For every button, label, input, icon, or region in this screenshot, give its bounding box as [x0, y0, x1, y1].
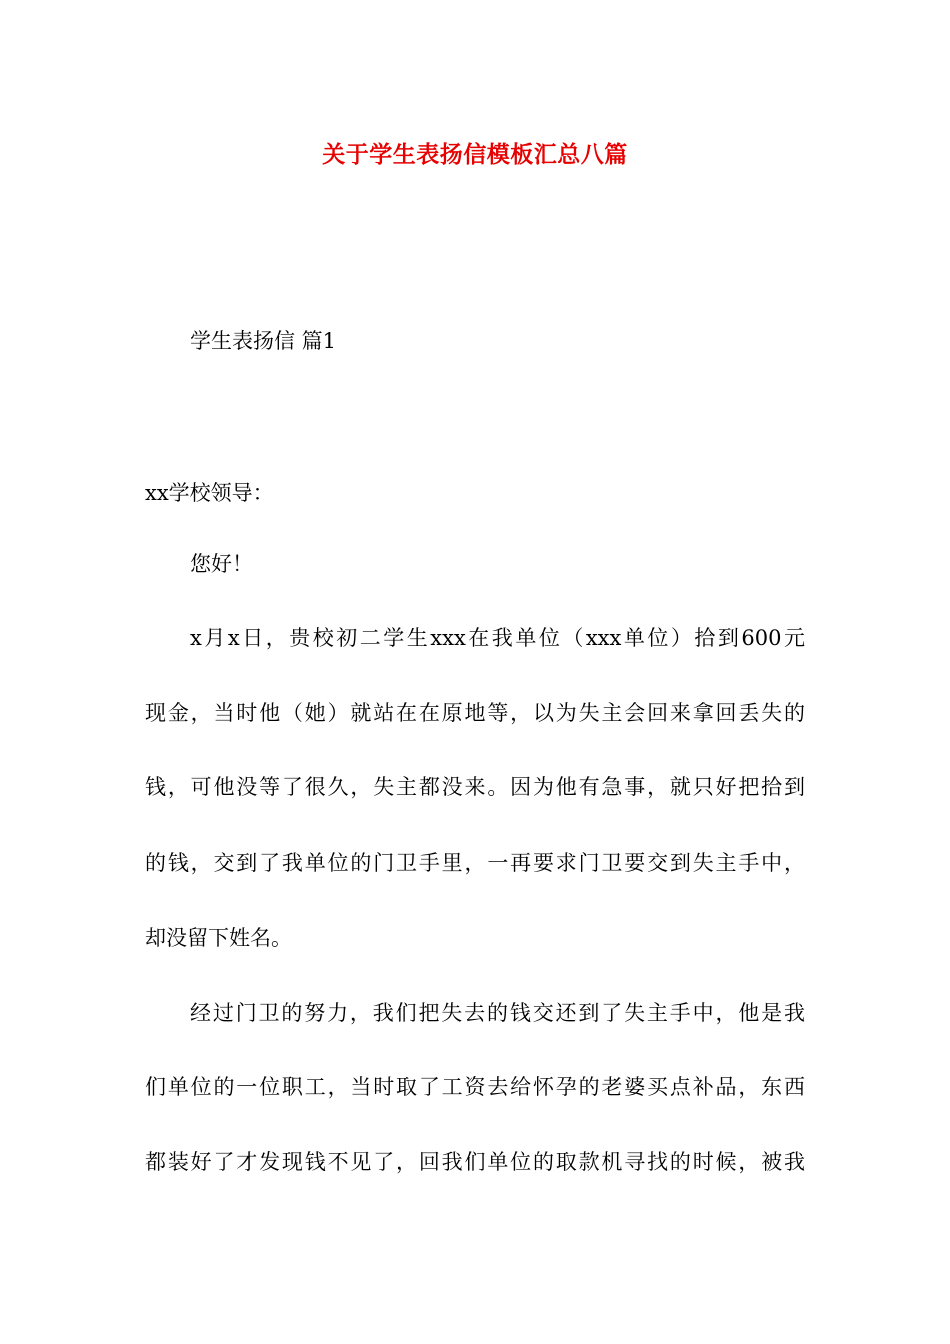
salutation: xx学校领导：	[145, 481, 274, 505]
paragraph-line: 现金，当时他（她）就站在在原地等，以为失主会回来拿回丢失的	[145, 701, 805, 725]
paragraph-line: x月x日，贵校初二学生xxx在我单位（xxx单位）拾到600元	[190, 626, 805, 650]
paragraph-line: 的钱，交到了我单位的门卫手里，一再要求门卫要交到失主手中，	[145, 851, 805, 875]
paragraph-line: 都装好了才发现钱不见了，回我们单位的取款机寻找的时候，被我	[145, 1150, 805, 1174]
document-title: 关于学生表扬信模板汇总八篇	[322, 141, 628, 168]
paragraph-line: 却没留下姓名。	[145, 926, 292, 950]
paragraph-line: 钱，可他没等了很久，失主都没来。因为他有急事，就只好把拾到	[145, 775, 805, 799]
paragraph-line: 们单位的一位职工，当时取了工资去给怀孕的老婆买点补品，东西	[145, 1075, 805, 1099]
greeting: 您好！	[190, 552, 253, 576]
section-heading: 学生表扬信 篇1	[190, 329, 337, 353]
paragraph-line: 经过门卫的努力，我们把失去的钱交还到了失主手中，他是我	[190, 1001, 805, 1025]
